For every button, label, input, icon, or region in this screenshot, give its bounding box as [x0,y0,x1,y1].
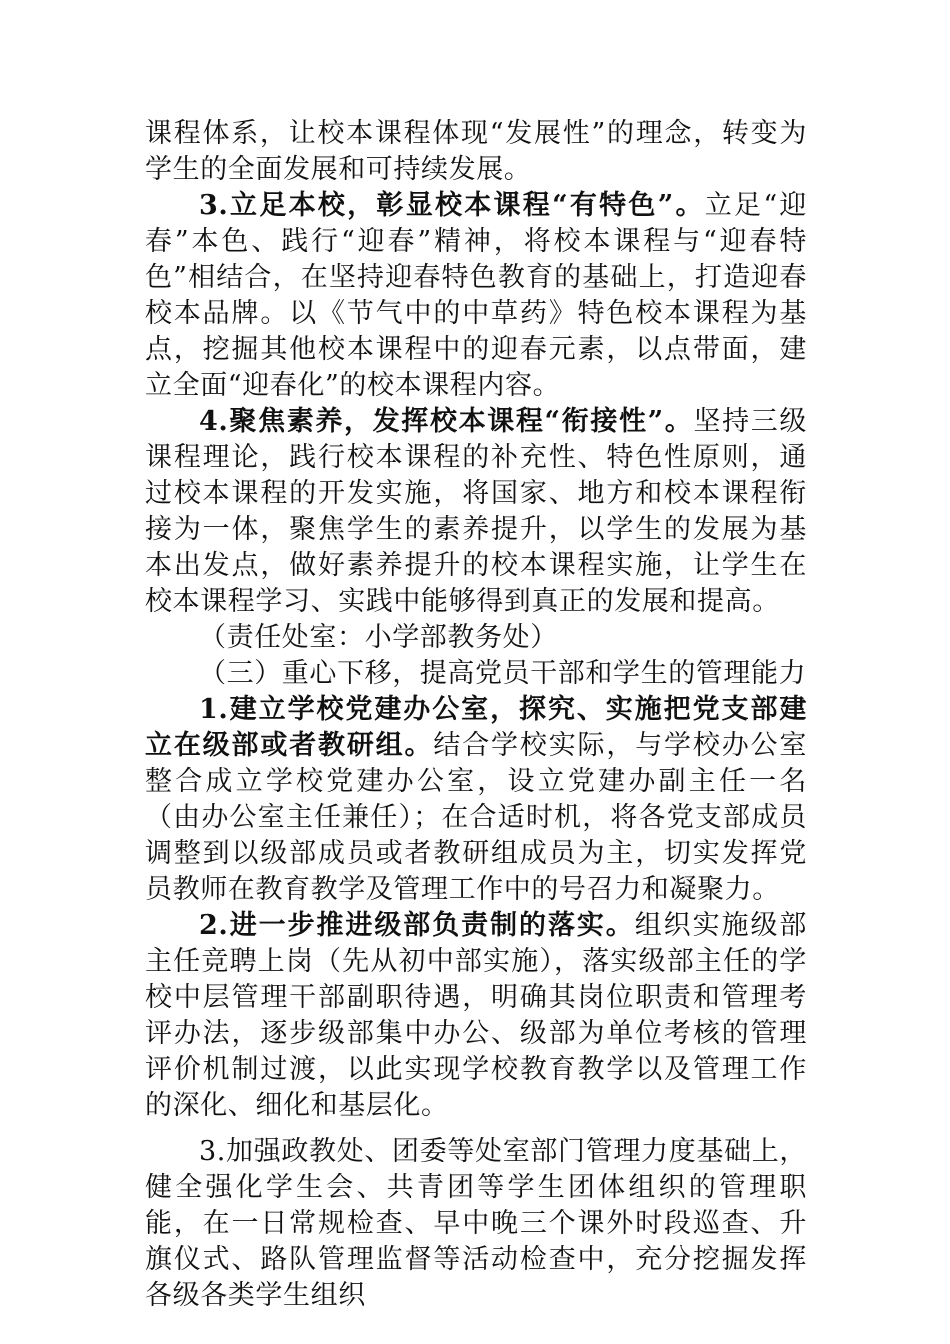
item-4-heading: 4.聚焦素养，发挥校本课程“衔接性”。 [199,406,694,437]
responsible-office-note: （责任处室：小学部教务处） [199,622,558,653]
paragraph-section3-item-3: 3.加强政教处、团委等处室部门管理力度基础上，健全强化学生会、共青团等学生团体组织的管理职能，在一日常规检查、早中晚三个课外时段巡查、升旗仪式、路队管理监督等活动检查中，充分挖掘发挥各级各类学生组织 [145,1136,807,1311]
paragraph-section3-item-2 [145,908,807,1124]
document-page [145,116,807,1314]
paragraph-continuation: 课程体系，让校本课程体现“发展性”的理念，转变为学生的全面发展和可持续发展。 [145,118,807,185]
paragraph-section3-item-1 [145,692,807,908]
paragraph-item-4 [145,404,807,620]
item-4-body: 坚持三级课程理论，践行校本课程的补充性、特色性原则，通过校本课程的开发实施，将国家、地方和校本课程衔接为一体，聚焦学生的素养提升，以学生的发展为基本出发点，做好素养提升的校本课程实施，让学生在校本课程学习、实践中能够得到真正的发展和提高。 [145,406,807,617]
section3-item-2-body: 组织实施级部主任竞聘上岗（先从初中部实施），落实级部主任的学校中层管理干部副职待遇，明确其岗位职责和管理考评办法，逐步级部集中办公、级部为单位考核的管理评价机制过渡，以此实现学校教育教学以及管理工作的深化、细化和基层化。 [145,910,807,1121]
section3-item-2-heading: 2.进一步推进级部负责制的落实。 [199,910,635,941]
item-3-heading: 3.立足本校，彰显校本课程“有特色”。 [199,190,705,221]
section3-item-1-heading: 1.建立学校党建办公室，探究、实施把党支部建立在级部或者教研组。 [145,694,807,761]
item-3-body: 立足“迎春”本色、践行“迎春”精神，将校本课程与“迎春特色”相结合，在坚持迎春特色教育的基础上，打造迎春校本品牌。以《节气中的中草药》特色校本课程为基点，挖掘其他校本课程中的迎春元素，以点带面，建立全面“迎春化”的校本课程内容。 [145,190,808,401]
section3-item-1-body: 结合学校实际，与学校办公室整合成立学校党建办公室，设立党建办副主任一名（由办公室主任兼任）；在合适时机，将各党支部成员调整到以级部成员或者教研组成员为主，切实发挥党员教师在教育教学及管理工作中的号召力和凝聚力。 [145,730,807,905]
paragraph-item-3 [145,188,807,404]
section-heading-3: （三）重心下移，提高党员干部和学生的管理能力 [199,658,807,689]
